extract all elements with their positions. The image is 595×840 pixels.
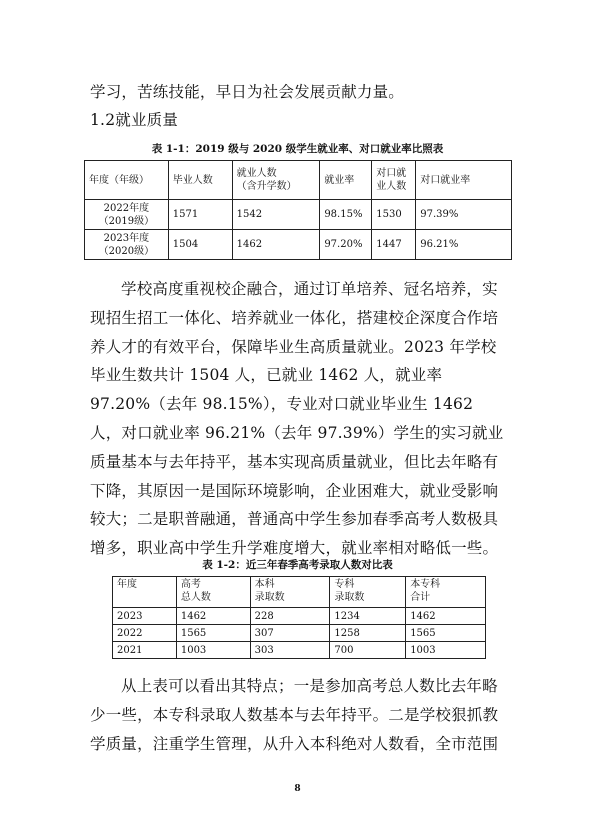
table-cell: 1003 xyxy=(176,642,250,659)
header-cell: 年度（年级） xyxy=(85,161,169,200)
table-cell: 1462 xyxy=(406,608,486,625)
table-cell: 700 xyxy=(330,642,406,659)
admission-table xyxy=(112,576,486,659)
header-cell: 毕业人数 xyxy=(168,161,232,200)
table2-caption: 表 1-2：近三年春季高考录取人数对比表 xyxy=(202,559,393,571)
table-cell: 2023 xyxy=(113,608,177,625)
table-cell: 1258 xyxy=(330,625,406,642)
table-cell: 97.39% xyxy=(416,200,512,230)
table-header-row xyxy=(113,577,486,608)
table-cell: 1565 xyxy=(176,625,250,642)
header-cell: 本科 录取数 xyxy=(250,577,330,608)
table1-caption: 表 1-1：2019 级与 2020 级学生就业率、对口就业率比照表 xyxy=(151,143,444,155)
header-cell: 年度 xyxy=(113,577,177,608)
table-cell: 1542 xyxy=(232,200,320,230)
header-cell: 专科 录取数 xyxy=(330,577,406,608)
table-cell: 303 xyxy=(250,642,330,659)
table-cell: 307 xyxy=(250,625,330,642)
table-cell: 96.21% xyxy=(416,230,512,260)
table-cell: 2022年度 （2019级） xyxy=(85,200,169,230)
header-cell: 就业率 xyxy=(320,161,372,200)
header-cell: 对口就业率 xyxy=(416,161,512,200)
table-cell: 1003 xyxy=(406,642,486,659)
table-cell: 1462 xyxy=(232,230,320,260)
table-header-row xyxy=(85,161,512,200)
table-row xyxy=(85,200,512,230)
employment-rate-table xyxy=(84,160,512,260)
table-cell: 1462 xyxy=(176,608,250,625)
table-cell: 228 xyxy=(250,608,330,625)
table-cell: 2022 xyxy=(113,625,177,642)
table-cell: 1234 xyxy=(330,608,406,625)
paragraph-admission: 从上表可以看出其特点；一是参加高考总人数比去年略少一些，本专科录取人数基本与去年持平。二是学校狠抓教学质量，注重学生管理，从升入本科绝对人数看，全市范围 xyxy=(90,677,499,753)
section-heading: 1.2就业质量 xyxy=(90,111,179,129)
header-cell: 高考 总人数 xyxy=(176,577,250,608)
page-number: 8 xyxy=(294,784,301,794)
table-row xyxy=(113,625,486,642)
table-cell: 2023年度 （2020级） xyxy=(85,230,169,260)
table-cell: 1504 xyxy=(168,230,232,260)
intro-line: 学习，苦练技能，早日为社会发展贡献力量。 xyxy=(90,83,405,101)
table-cell: 1447 xyxy=(372,230,416,260)
table-row xyxy=(85,230,512,260)
header-cell: 就业人数 （含升学数） xyxy=(232,161,320,200)
table-cell: 98.15% xyxy=(320,200,372,230)
table-row xyxy=(113,642,486,659)
table-cell: 1565 xyxy=(406,625,486,642)
table-cell: 1530 xyxy=(372,200,416,230)
header-cell: 本专科 合计 xyxy=(406,577,486,608)
table-cell: 1571 xyxy=(168,200,232,230)
paragraph-employment: 学校高度重视校企融合，通过订单培养、冠名培养，实现招生招工一体化、培养就业一体化，搭建校企深度合作培养人才的有效平台，保障毕业生高质量就业。2023 年学校毕业生数共计 1504 人，已就业 1462 人，就业率 97.20%（去年 98.15%），专业对口就业毕业生 1462 人，对口就业率 96.21%（去年 97.39%）学生的实习就业质量基本与去年持平，基本实现高质量就业，但比去年略有下降，其原因一是国际环境影响，企业困难大，就业受影响较大；二是职普融通，普通高中学生参加春季高考人数极具增多，职业高中学生升学难度增大，就业率相对略低一些。 xyxy=(90,280,504,558)
table-row xyxy=(113,608,486,625)
table-cell: 2021 xyxy=(113,642,177,659)
header-cell: 对口就 业人数 xyxy=(372,161,416,200)
table-cell: 97.20% xyxy=(320,230,372,260)
